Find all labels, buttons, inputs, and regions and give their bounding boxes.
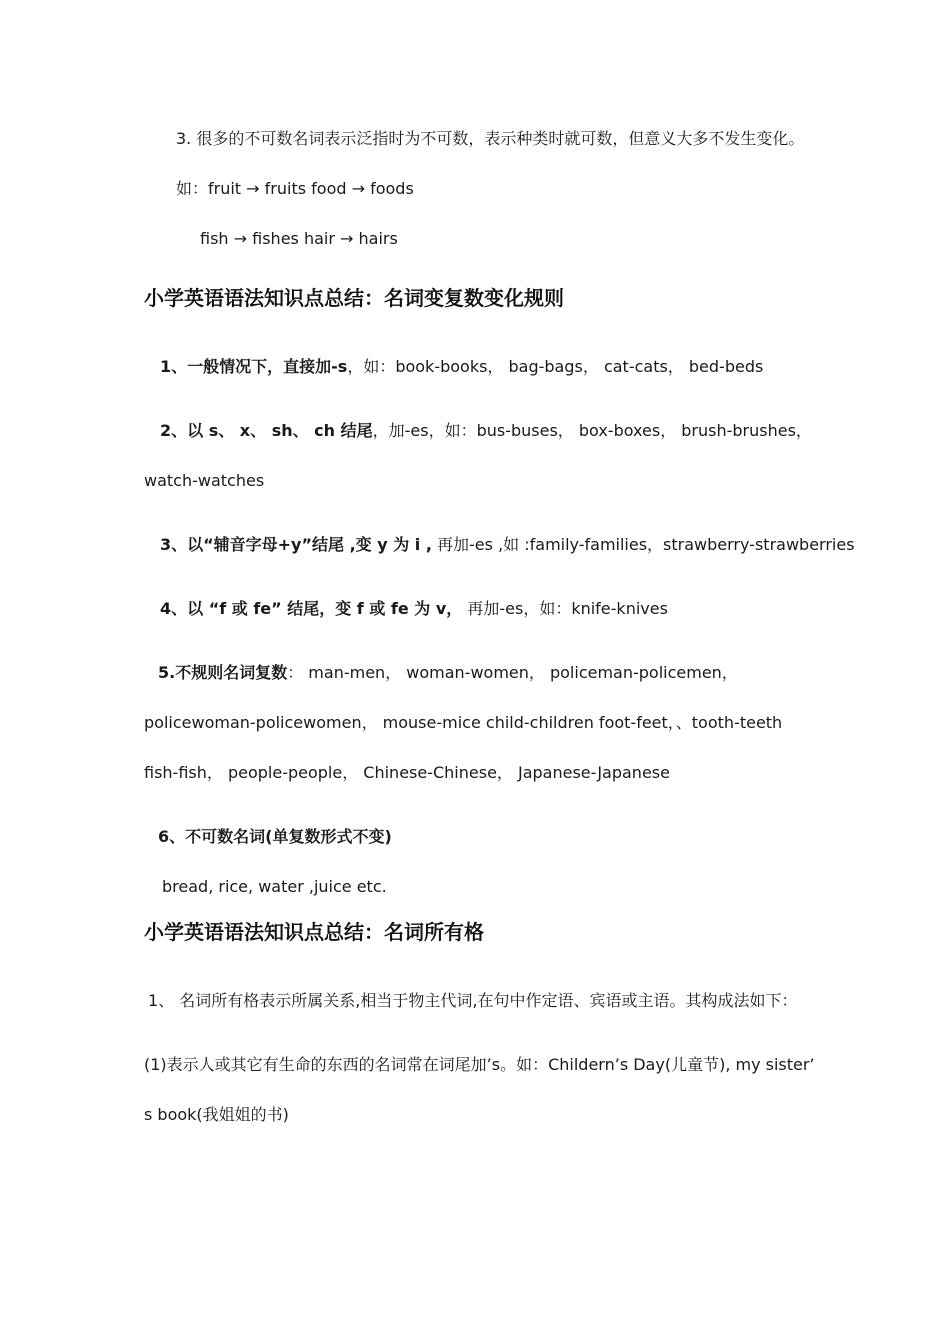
possessive-rule-1-sub-1-continued: s book(我姐姐的书) xyxy=(144,1105,289,1124)
plural-rule-4-examples: 再加-es，如：knife-knives xyxy=(462,599,668,618)
possessive-rule-1: 1、 名词所有格表示所属关系,相当于物主代词,在句中作定语、宾语或主语。其构成法如下： xyxy=(148,991,798,1010)
plural-rule-5-examples: ： man-men， woman-women， policeman-policemen， xyxy=(287,663,738,682)
plural-rule-1 xyxy=(160,356,763,378)
plural-rule-5 xyxy=(158,662,738,684)
possessive-heading: 小学英语语法知识点总结：名词所有格 xyxy=(144,920,484,944)
plural-rule-1-examples: ，如：book-books， bag-bags， cat-cats， bed-beds xyxy=(347,357,764,376)
uncountable-example-2: fish → fishes hair → hairs xyxy=(200,229,398,248)
plural-rule-2 xyxy=(160,420,812,442)
plural-rule-2-examples: ，加-es，如：bus-buses， box-boxes， brush-brushes， xyxy=(372,421,812,440)
possessive-rule-1-sub-1: (1)表示人或其它有生命的东西的名词常在词尾加’s。如：Childern’s Day(儿童节), my sister’ xyxy=(144,1055,815,1074)
plural-rule-5-title: 5.不规则名词复数 xyxy=(158,663,288,682)
plural-rule-4 xyxy=(160,598,668,620)
plural-rule-4-title: 4、以 “f 或 fe” 结尾，变 f 或 fe 为 v， xyxy=(160,599,463,618)
plural-rule-5-continued-1: policewoman-policewomen， mouse-mice child-children foot-feet，、tooth-teeth xyxy=(144,713,783,732)
plural-rule-3-examples: 再加-es ,如 :family-families，strawberry-strawberries xyxy=(431,535,855,554)
plural-rule-3-title: 3、以“辅音字母+y”结尾 ,变 y 为 i , xyxy=(160,535,432,554)
plural-rule-3 xyxy=(160,534,855,556)
plural-rules-heading: 小学英语语法知识点总结：名词变复数变化规则 xyxy=(144,286,564,310)
plural-rule-2-title: 2、以 s、 x、 sh、 ch 结尾 xyxy=(160,421,373,440)
plural-rule-5-continued-2: fish-fish， people-people， Chinese-Chinese， Japanese-Japanese xyxy=(144,763,670,782)
plural-rule-6-title: 6、不可数名词(单复数形式不变) xyxy=(158,827,392,846)
plural-rule-2-continued: watch-watches xyxy=(144,471,265,490)
plural-rule-6-examples: bread, rice, water ,juice etc. xyxy=(162,877,387,896)
plural-rule-1-title: 1、一般情况下，直接加-s xyxy=(160,357,348,376)
uncountable-example-1: 如：fruit → fruits food → foods xyxy=(176,179,414,198)
uncountable-rule-3: 3. 很多的不可数名词表示泛指时为不可数，表示种类时就可数，但意义大多不发生变化。 xyxy=(176,129,805,148)
